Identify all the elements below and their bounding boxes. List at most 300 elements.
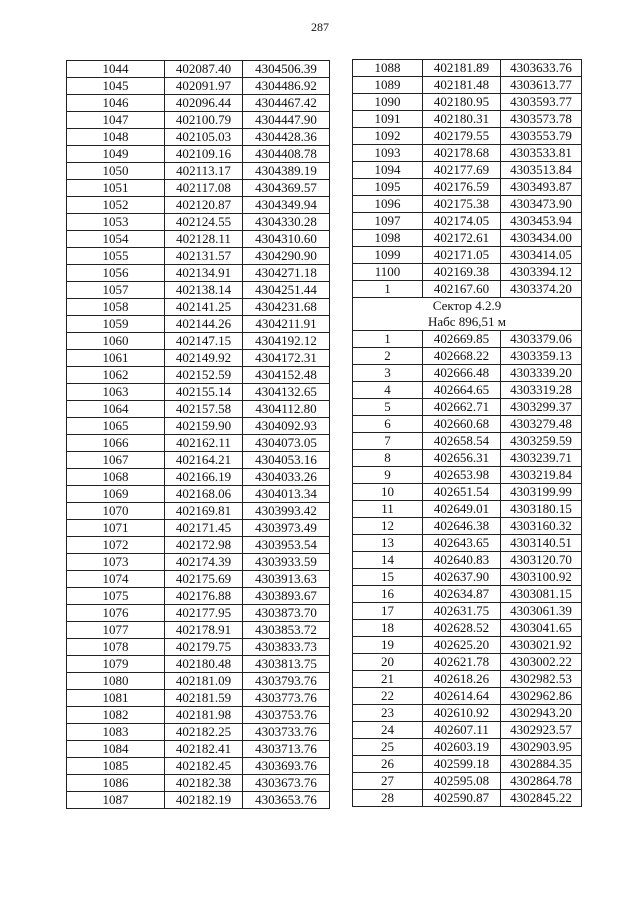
y-coordinate-cell: 4303319.28 — [501, 382, 582, 399]
x-coordinate-cell: 402152.59 — [165, 367, 243, 384]
point-number-cell: 1060 — [67, 333, 165, 350]
point-number-cell: 1084 — [67, 741, 165, 758]
y-coordinate-cell: 4304447.90 — [243, 112, 330, 129]
point-number-cell: 1 — [353, 331, 423, 348]
x-coordinate-cell: 402124.55 — [165, 214, 243, 231]
table-row — [353, 128, 582, 145]
table-row — [67, 537, 330, 554]
point-number-cell: 1049 — [67, 146, 165, 163]
point-number-cell: 1072 — [67, 537, 165, 554]
x-coordinate-cell: 402096.44 — [165, 95, 243, 112]
y-coordinate-cell: 4304092.93 — [243, 418, 330, 435]
y-coordinate-cell: 4304349.94 — [243, 197, 330, 214]
table-row — [67, 571, 330, 588]
y-coordinate-cell: 4302884.35 — [501, 756, 582, 773]
table-row — [67, 95, 330, 112]
y-coordinate-cell: 4303573.78 — [501, 111, 582, 128]
table-row — [67, 350, 330, 367]
point-number-cell: 1073 — [67, 554, 165, 571]
x-coordinate-cell: 402128.11 — [165, 231, 243, 248]
y-coordinate-cell: 4303713.76 — [243, 741, 330, 758]
x-coordinate-cell: 402157.58 — [165, 401, 243, 418]
x-coordinate-cell: 402614.64 — [423, 688, 501, 705]
table-row — [67, 469, 330, 486]
x-coordinate-cell: 402618.26 — [423, 671, 501, 688]
sector-height: Набс 896,51 м — [353, 314, 582, 331]
y-coordinate-cell: 4303733.76 — [243, 724, 330, 741]
y-coordinate-cell: 4303081.15 — [501, 586, 582, 603]
table-row — [353, 790, 582, 807]
x-coordinate-cell: 402182.38 — [165, 775, 243, 792]
table-row — [67, 367, 330, 384]
table-row — [353, 535, 582, 552]
y-coordinate-cell: 4302982.53 — [501, 671, 582, 688]
y-coordinate-cell: 4303633.76 — [501, 60, 582, 77]
y-coordinate-cell: 4304290.90 — [243, 248, 330, 265]
point-number-cell: 12 — [353, 518, 423, 535]
y-coordinate-cell: 4303140.51 — [501, 535, 582, 552]
x-coordinate-cell: 402174.05 — [423, 213, 501, 230]
table-row — [67, 248, 330, 265]
table-row — [353, 671, 582, 688]
table-row — [353, 94, 582, 111]
x-coordinate-cell: 402171.45 — [165, 520, 243, 537]
y-coordinate-cell: 4304192.12 — [243, 333, 330, 350]
point-number-cell: 10 — [353, 484, 423, 501]
y-coordinate-cell: 4304467.42 — [243, 95, 330, 112]
y-coordinate-cell: 4303993.42 — [243, 503, 330, 520]
x-coordinate-cell: 402181.98 — [165, 707, 243, 724]
point-number-cell: 1056 — [67, 265, 165, 282]
point-number-cell: 15 — [353, 569, 423, 586]
point-number-cell: 1075 — [67, 588, 165, 605]
point-number-cell: 27 — [353, 773, 423, 790]
point-number-cell: 24 — [353, 722, 423, 739]
table-row — [353, 433, 582, 450]
point-number-cell: 1100 — [353, 264, 423, 281]
table-row — [353, 586, 582, 603]
table-row — [67, 197, 330, 214]
point-number-cell: 26 — [353, 756, 423, 773]
table-row — [353, 145, 582, 162]
y-coordinate-cell: 4303239.71 — [501, 450, 582, 467]
sector-height-row — [353, 314, 582, 331]
x-coordinate-cell: 402159.90 — [165, 418, 243, 435]
table-row — [353, 705, 582, 722]
y-coordinate-cell: 4303061.39 — [501, 603, 582, 620]
y-coordinate-cell: 4303613.77 — [501, 77, 582, 94]
sector-table-body — [353, 331, 582, 807]
point-number-cell: 19 — [353, 637, 423, 654]
table-row — [67, 588, 330, 605]
point-number-cell: 1051 — [67, 180, 165, 197]
table-row — [353, 196, 582, 213]
point-number-cell: 3 — [353, 365, 423, 382]
table-row — [67, 707, 330, 724]
table-row — [353, 739, 582, 756]
table-row — [353, 552, 582, 569]
table-row — [67, 622, 330, 639]
y-coordinate-cell: 4303199.99 — [501, 484, 582, 501]
x-coordinate-cell: 402109.16 — [165, 146, 243, 163]
x-coordinate-cell: 402668.22 — [423, 348, 501, 365]
y-coordinate-cell: 4304369.57 — [243, 180, 330, 197]
point-number-cell: 1091 — [353, 111, 423, 128]
table-row — [67, 452, 330, 469]
y-coordinate-cell: 4304389.19 — [243, 163, 330, 180]
point-number-cell: 28 — [353, 790, 423, 807]
table-row — [67, 61, 330, 78]
point-number-cell: 1092 — [353, 128, 423, 145]
x-coordinate-cell: 402666.48 — [423, 365, 501, 382]
y-coordinate-cell: 4303359.13 — [501, 348, 582, 365]
point-number-cell: 1045 — [67, 78, 165, 95]
x-coordinate-cell: 402181.59 — [165, 690, 243, 707]
x-coordinate-cell: 402610.92 — [423, 705, 501, 722]
point-number-cell: 1053 — [67, 214, 165, 231]
table-row — [67, 435, 330, 452]
left-table-body — [67, 61, 330, 809]
y-coordinate-cell: 4303753.76 — [243, 707, 330, 724]
y-coordinate-cell: 4303793.76 — [243, 673, 330, 690]
y-coordinate-cell: 4303673.76 — [243, 775, 330, 792]
table-row — [353, 77, 582, 94]
point-number-cell: 20 — [353, 654, 423, 671]
table-row — [67, 690, 330, 707]
table-row — [353, 620, 582, 637]
point-number-cell: 5 — [353, 399, 423, 416]
y-coordinate-cell: 4303299.37 — [501, 399, 582, 416]
point-number-cell: 1048 — [67, 129, 165, 146]
x-coordinate-cell: 402656.31 — [423, 450, 501, 467]
x-coordinate-cell: 402643.65 — [423, 535, 501, 552]
point-number-cell: 13 — [353, 535, 423, 552]
table-row — [67, 758, 330, 775]
x-coordinate-cell: 402653.98 — [423, 467, 501, 484]
point-number-cell: 1066 — [67, 435, 165, 452]
x-coordinate-cell: 402147.15 — [165, 333, 243, 350]
y-coordinate-cell: 4303833.73 — [243, 639, 330, 656]
y-coordinate-cell: 4303100.92 — [501, 569, 582, 586]
point-number-cell: 9 — [353, 467, 423, 484]
y-coordinate-cell: 4303813.75 — [243, 656, 330, 673]
point-number-cell: 1068 — [67, 469, 165, 486]
x-coordinate-cell: 402637.90 — [423, 569, 501, 586]
point-number-cell: 1095 — [353, 179, 423, 196]
y-coordinate-cell: 4304486.92 — [243, 78, 330, 95]
x-coordinate-cell: 402182.41 — [165, 741, 243, 758]
x-coordinate-cell: 402178.91 — [165, 622, 243, 639]
x-coordinate-cell: 402176.88 — [165, 588, 243, 605]
point-number-cell: 18 — [353, 620, 423, 637]
x-coordinate-cell: 402141.25 — [165, 299, 243, 316]
point-number-cell: 1074 — [67, 571, 165, 588]
x-coordinate-cell: 402182.19 — [165, 792, 243, 809]
x-coordinate-cell: 402658.54 — [423, 433, 501, 450]
y-coordinate-cell: 4303593.77 — [501, 94, 582, 111]
table-row — [67, 741, 330, 758]
y-coordinate-cell: 4304033.26 — [243, 469, 330, 486]
y-coordinate-cell: 4303180.15 — [501, 501, 582, 518]
table-row — [353, 213, 582, 230]
table-row — [353, 569, 582, 586]
point-number-cell: 1076 — [67, 605, 165, 622]
y-coordinate-cell: 4302943.20 — [501, 705, 582, 722]
y-coordinate-cell: 4304330.28 — [243, 214, 330, 231]
x-coordinate-cell: 402155.14 — [165, 384, 243, 401]
table-row — [353, 484, 582, 501]
point-number-cell: 4 — [353, 382, 423, 399]
table-row — [353, 450, 582, 467]
y-coordinate-cell: 4303953.54 — [243, 537, 330, 554]
page-number: 287 — [311, 20, 329, 34]
y-coordinate-cell: 4302845.22 — [501, 790, 582, 807]
y-coordinate-cell: 4304271.18 — [243, 265, 330, 282]
y-coordinate-cell: 4303021.92 — [501, 637, 582, 654]
x-coordinate-cell: 402166.19 — [165, 469, 243, 486]
y-coordinate-cell: 4304112.80 — [243, 401, 330, 418]
x-coordinate-cell: 402634.87 — [423, 586, 501, 603]
table-row — [67, 486, 330, 503]
table-row — [353, 467, 582, 484]
point-number-cell: 1088 — [353, 60, 423, 77]
table-row — [67, 792, 330, 809]
x-coordinate-cell: 402113.17 — [165, 163, 243, 180]
x-coordinate-cell: 402180.95 — [423, 94, 501, 111]
table-row — [67, 112, 330, 129]
x-coordinate-cell: 402607.11 — [423, 722, 501, 739]
point-number-cell: 1063 — [67, 384, 165, 401]
x-coordinate-cell: 402169.38 — [423, 264, 501, 281]
y-coordinate-cell: 4303913.63 — [243, 571, 330, 588]
table-row — [67, 673, 330, 690]
point-number-cell: 7 — [353, 433, 423, 450]
point-number-cell: 1094 — [353, 162, 423, 179]
x-coordinate-cell: 402180.31 — [423, 111, 501, 128]
x-coordinate-cell: 402169.81 — [165, 503, 243, 520]
x-coordinate-cell: 402603.19 — [423, 739, 501, 756]
y-coordinate-cell: 4303773.76 — [243, 690, 330, 707]
y-coordinate-cell: 4304073.05 — [243, 435, 330, 452]
y-coordinate-cell: 4303259.59 — [501, 433, 582, 450]
point-number-cell: 1090 — [353, 94, 423, 111]
y-coordinate-cell: 4303160.32 — [501, 518, 582, 535]
sector-title-row — [353, 298, 582, 315]
point-number-cell: 1055 — [67, 248, 165, 265]
x-coordinate-cell: 402662.71 — [423, 399, 501, 416]
y-coordinate-cell: 4303513.84 — [501, 162, 582, 179]
y-coordinate-cell: 4303414.05 — [501, 247, 582, 264]
x-coordinate-cell: 402181.09 — [165, 673, 243, 690]
point-number-cell: 1064 — [67, 401, 165, 418]
x-coordinate-cell: 402640.83 — [423, 552, 501, 569]
x-coordinate-cell: 402176.59 — [423, 179, 501, 196]
y-coordinate-cell: 4303893.67 — [243, 588, 330, 605]
y-coordinate-cell: 4303394.12 — [501, 264, 582, 281]
y-coordinate-cell: 4302962.86 — [501, 688, 582, 705]
y-coordinate-cell: 4302903.95 — [501, 739, 582, 756]
x-coordinate-cell: 402182.25 — [165, 724, 243, 741]
point-number-cell: 1083 — [67, 724, 165, 741]
table-row — [353, 501, 582, 518]
x-coordinate-cell: 402175.69 — [165, 571, 243, 588]
table-row — [353, 688, 582, 705]
table-row — [67, 180, 330, 197]
y-coordinate-cell: 4304231.68 — [243, 299, 330, 316]
sector-header — [353, 298, 582, 331]
x-coordinate-cell: 402167.60 — [423, 281, 501, 298]
x-coordinate-cell: 402590.87 — [423, 790, 501, 807]
x-coordinate-cell: 402669.85 — [423, 331, 501, 348]
table-row — [353, 162, 582, 179]
x-coordinate-cell: 402087.40 — [165, 61, 243, 78]
x-coordinate-cell: 402091.97 — [165, 78, 243, 95]
table-row — [67, 554, 330, 571]
x-coordinate-cell: 402131.57 — [165, 248, 243, 265]
point-number-cell: 1093 — [353, 145, 423, 162]
y-coordinate-cell: 4303493.87 — [501, 179, 582, 196]
point-number-cell: 1 — [353, 281, 423, 298]
y-coordinate-cell: 4304132.65 — [243, 384, 330, 401]
y-coordinate-cell: 4302923.57 — [501, 722, 582, 739]
point-number-cell: 1087 — [67, 792, 165, 809]
x-coordinate-cell: 402179.75 — [165, 639, 243, 656]
x-coordinate-cell: 402595.08 — [423, 773, 501, 790]
point-number-cell: 1078 — [67, 639, 165, 656]
table-row — [67, 265, 330, 282]
x-coordinate-cell: 402179.55 — [423, 128, 501, 145]
x-coordinate-cell: 402177.69 — [423, 162, 501, 179]
y-coordinate-cell: 4303279.48 — [501, 416, 582, 433]
table-row — [67, 656, 330, 673]
x-coordinate-cell: 402144.26 — [165, 316, 243, 333]
point-number-cell: 1050 — [67, 163, 165, 180]
x-coordinate-cell: 402120.87 — [165, 197, 243, 214]
y-coordinate-cell: 4303553.79 — [501, 128, 582, 145]
table-row — [353, 382, 582, 399]
table-row — [67, 503, 330, 520]
table-row — [67, 775, 330, 792]
table-row — [353, 60, 582, 77]
y-coordinate-cell: 4303339.20 — [501, 365, 582, 382]
y-coordinate-cell: 4302864.78 — [501, 773, 582, 790]
point-number-cell: 1096 — [353, 196, 423, 213]
point-number-cell: 1069 — [67, 486, 165, 503]
x-coordinate-cell: 402168.06 — [165, 486, 243, 503]
x-coordinate-cell: 402182.45 — [165, 758, 243, 775]
point-number-cell: 1079 — [67, 656, 165, 673]
point-number-cell: 1082 — [67, 707, 165, 724]
point-number-cell: 1085 — [67, 758, 165, 775]
x-coordinate-cell: 402649.01 — [423, 501, 501, 518]
y-coordinate-cell: 4303002.22 — [501, 654, 582, 671]
table-row — [353, 416, 582, 433]
y-coordinate-cell: 4304172.31 — [243, 350, 330, 367]
y-coordinate-cell: 4303374.20 — [501, 281, 582, 298]
x-coordinate-cell: 402180.48 — [165, 656, 243, 673]
y-coordinate-cell: 4303533.81 — [501, 145, 582, 162]
table-row — [353, 722, 582, 739]
table-row — [353, 365, 582, 382]
table-row — [353, 230, 582, 247]
point-number-cell: 17 — [353, 603, 423, 620]
table-row — [67, 605, 330, 622]
point-number-cell: 2 — [353, 348, 423, 365]
y-coordinate-cell: 4304053.16 — [243, 452, 330, 469]
x-coordinate-cell: 402172.61 — [423, 230, 501, 247]
x-coordinate-cell: 402664.65 — [423, 382, 501, 399]
point-number-cell: 1067 — [67, 452, 165, 469]
x-coordinate-cell: 402660.68 — [423, 416, 501, 433]
point-number-cell: 1065 — [67, 418, 165, 435]
x-coordinate-cell: 402599.18 — [423, 756, 501, 773]
y-coordinate-cell: 4304013.34 — [243, 486, 330, 503]
y-coordinate-cell: 4304152.48 — [243, 367, 330, 384]
point-number-cell: 1046 — [67, 95, 165, 112]
point-number-cell: 1086 — [67, 775, 165, 792]
point-number-cell: 22 — [353, 688, 423, 705]
point-number-cell: 14 — [353, 552, 423, 569]
y-coordinate-cell: 4303653.76 — [243, 792, 330, 809]
point-number-cell: 6 — [353, 416, 423, 433]
point-number-cell: 8 — [353, 450, 423, 467]
point-number-cell: 1052 — [67, 197, 165, 214]
table-row — [67, 231, 330, 248]
table-row — [67, 418, 330, 435]
y-coordinate-cell: 4304251.44 — [243, 282, 330, 299]
point-number-cell: 1054 — [67, 231, 165, 248]
y-coordinate-cell: 4303853.72 — [243, 622, 330, 639]
x-coordinate-cell: 402175.38 — [423, 196, 501, 213]
table-row — [353, 773, 582, 790]
table-row — [67, 401, 330, 418]
table-row — [67, 282, 330, 299]
table-row — [67, 316, 330, 333]
x-coordinate-cell: 402164.21 — [165, 452, 243, 469]
table-row — [67, 724, 330, 741]
y-coordinate-cell: 4303434.00 — [501, 230, 582, 247]
table-row — [353, 399, 582, 416]
table-row — [353, 756, 582, 773]
table-row — [353, 111, 582, 128]
point-number-cell: 1080 — [67, 673, 165, 690]
point-number-cell: 1081 — [67, 690, 165, 707]
table-row — [353, 637, 582, 654]
sector-title: Сектор 4.2.9 — [353, 298, 582, 315]
point-number-cell: 1062 — [67, 367, 165, 384]
point-number-cell: 1097 — [353, 213, 423, 230]
y-coordinate-cell: 4303973.49 — [243, 520, 330, 537]
y-coordinate-cell: 4303120.70 — [501, 552, 582, 569]
point-number-cell: 23 — [353, 705, 423, 722]
x-coordinate-cell: 402105.03 — [165, 129, 243, 146]
table-row — [353, 654, 582, 671]
y-coordinate-cell: 4303873.70 — [243, 605, 330, 622]
point-number-cell: 1098 — [353, 230, 423, 247]
point-number-cell: 1071 — [67, 520, 165, 537]
point-number-cell: 1099 — [353, 247, 423, 264]
x-coordinate-cell: 402172.98 — [165, 537, 243, 554]
x-coordinate-cell: 402177.95 — [165, 605, 243, 622]
left-coordinates-table — [66, 60, 330, 809]
x-coordinate-cell: 402631.75 — [423, 603, 501, 620]
point-number-cell: 1059 — [67, 316, 165, 333]
y-coordinate-cell: 4304428.36 — [243, 129, 330, 146]
table-row — [67, 520, 330, 537]
point-number-cell: 25 — [353, 739, 423, 756]
x-coordinate-cell: 402625.20 — [423, 637, 501, 654]
point-number-cell: 21 — [353, 671, 423, 688]
